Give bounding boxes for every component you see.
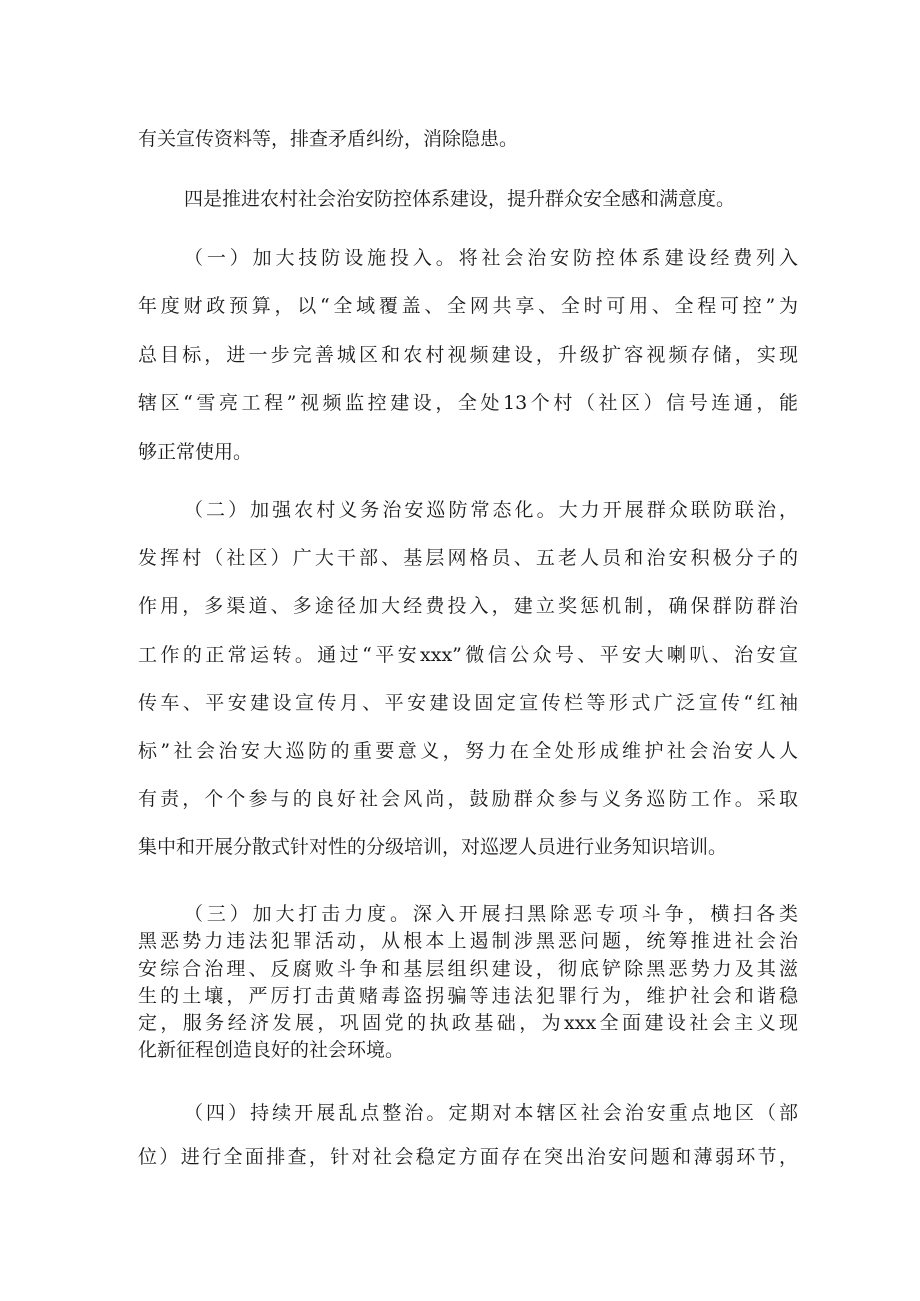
section-heading-line: 四是推进农村社会治安防控体系建设，提升群众安全感和满意度。 — [184, 188, 736, 210]
paragraph-line: 化新征程创造良好的社会环境。 — [138, 1039, 405, 1061]
paragraph-line: （一）加大技防设施投入。将社会治安防控体系建设经费列入 — [184, 247, 798, 269]
paragraph-line: 作用，多渠道、多途径加大经费投入，建立奖惩机制，确保群防群治 — [138, 595, 798, 617]
paragraph-line: （三）加大打击力度。深入开展扫黑除恶专项斗争，横扫各类 — [184, 903, 798, 925]
paragraph-line: 发挥村（社区）广大干部、基层网格员、五老人员和治安积极分子的 — [138, 547, 798, 569]
paragraph-line: 够正常使用。 — [138, 441, 253, 463]
paragraph-line: 工作的正常运转。通过“平安xxx”微信公众号、平安大喇叭、治安宣 — [138, 644, 798, 666]
paragraph-line: 集中和开展分散式针对性的分级培训，对巡逻人员进行业务知识培训。 — [138, 836, 728, 858]
paragraph-line: 有责，个个参与的良好社会风尚，鼓励群众参与义务巡防工作。采取 — [138, 788, 798, 810]
paragraph-line: 辖区“雪亮工程”视频监控建设，全处13个村（社区）信号连通，能 — [138, 392, 798, 414]
paragraph-line: （四）持续开展乱点整治。定期对本辖区社会治安重点地区（部 — [184, 1102, 798, 1124]
paragraph-line: 生的土壤，严厉打击黄赌毒盗拐骗等违法犯罪行为，维护社会和谐稳 — [138, 985, 798, 1007]
paragraph-line: 位）进行全面排查，针对社会稳定方面存在突出治安问题和薄弱环节， — [138, 1146, 798, 1168]
paragraph-line: 年度财政预算，以“全域覆盖、全网共享、全时可用、全程可控”为 — [138, 295, 798, 317]
paragraph-line: 安综合治理、反腐败斗争和基层组织建设，彻底铲除黑恶势力及其滋 — [138, 958, 798, 980]
paragraph-line: 标”社会治安大巡防的重要意义，努力在全处形成维护社会治安人人 — [138, 740, 798, 762]
paragraph-line: 定，服务经济发展，巩固党的执政基础，为xxx全面建设社会主义现 — [138, 1012, 798, 1034]
paragraph-line: 有关宣传资料等，排查矛盾纠纷，消除隐患。 — [138, 128, 519, 150]
paragraph-line: 传车、平安建设宣传月、平安建设固定宣传栏等形式广泛宣传“红袖 — [138, 692, 798, 714]
paragraph-line: 总目标，进一步完善城区和农村视频建设，升级扩容视频存储，实现 — [138, 344, 798, 366]
paragraph-line: 黑恶势力违法犯罪活动，从根本上遏制涉黑恶问题，统筹推进社会治 — [138, 930, 798, 952]
paragraph-line: （二）加强农村义务治安巡防常态化。大力开展群众联防联治， — [184, 499, 798, 521]
